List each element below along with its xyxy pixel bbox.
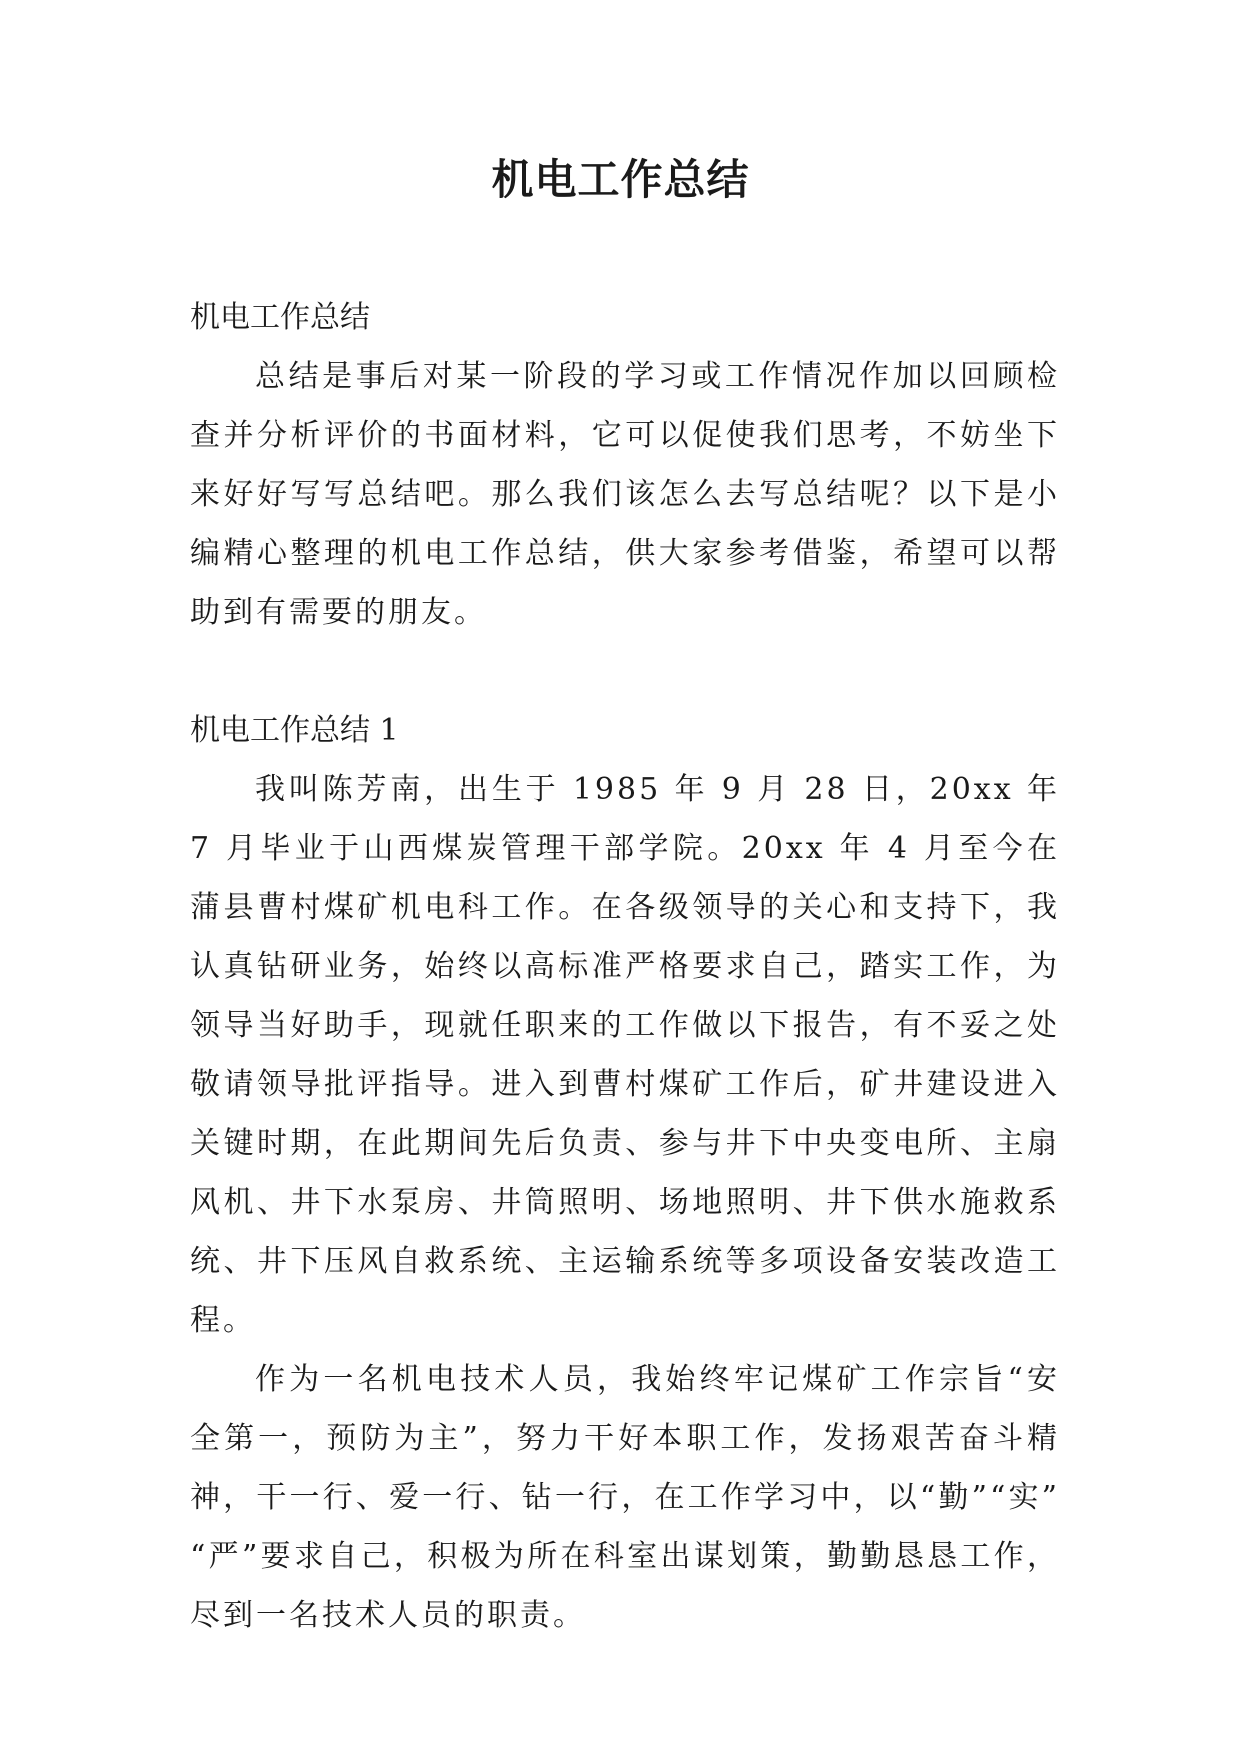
document-title: 机电工作总结 [491, 155, 750, 204]
section-spacer [190, 642, 1060, 701]
section1-paragraph-2: 作为一名机电技术人员，我始终牢记煤矿工作宗旨“安全第一，预防为主”，努力干好本职工作，发扬艰苦奋斗精神，干一行、爱一行、钻一行，在工作学习中，以“勤”“实” “严”要求自己，积极为所在科室出谋划策，勤勤恳恳工作，尽到一名技术人员的职责。 [190, 1362, 1060, 1633]
intro-paragraph: 总结是事后对某一阶段的学习或工作情况作加以回顾检查并分析评价的书面材料，它可以促使我们思考，不妨坐下来好好写写总结吧。那么我们该怎么去写总结呢？以下是小编精心整理的机电工作总结，供大家参考借鉴，希望可以帮助到有需要的朋友。 [190, 359, 1060, 630]
document-body [190, 288, 1060, 1645]
section1-heading: 机电工作总结 1 [190, 713, 399, 748]
intro-heading: 机电工作总结 [190, 300, 370, 335]
section1-paragraph-1: 我叫陈芳南，出生于 1985 年 9 月 28 日，20xx 年 7 月毕业于山西煤炭管理干部学院。20xx 年 4 月至今在蒲县曹村煤矿机电科工作。在各级领导的关心和支持下，我认真钻研业务，始终以高标准严格要求自己，踏实工作，为领导当好助手，现就任职来的工作做以下报告，有不妥之处敬请领导批评指导。进入到曹村煤矿工作后，矿井建设进入关键时期，在此期间先后负责、参与井下中央变电所、主扇风机、井下水泵房、井筒照明、场地照明、井下供水施救系统、井下压风自救系统、主运输系统等多项设备安装改造工程。 [190, 772, 1060, 1338]
